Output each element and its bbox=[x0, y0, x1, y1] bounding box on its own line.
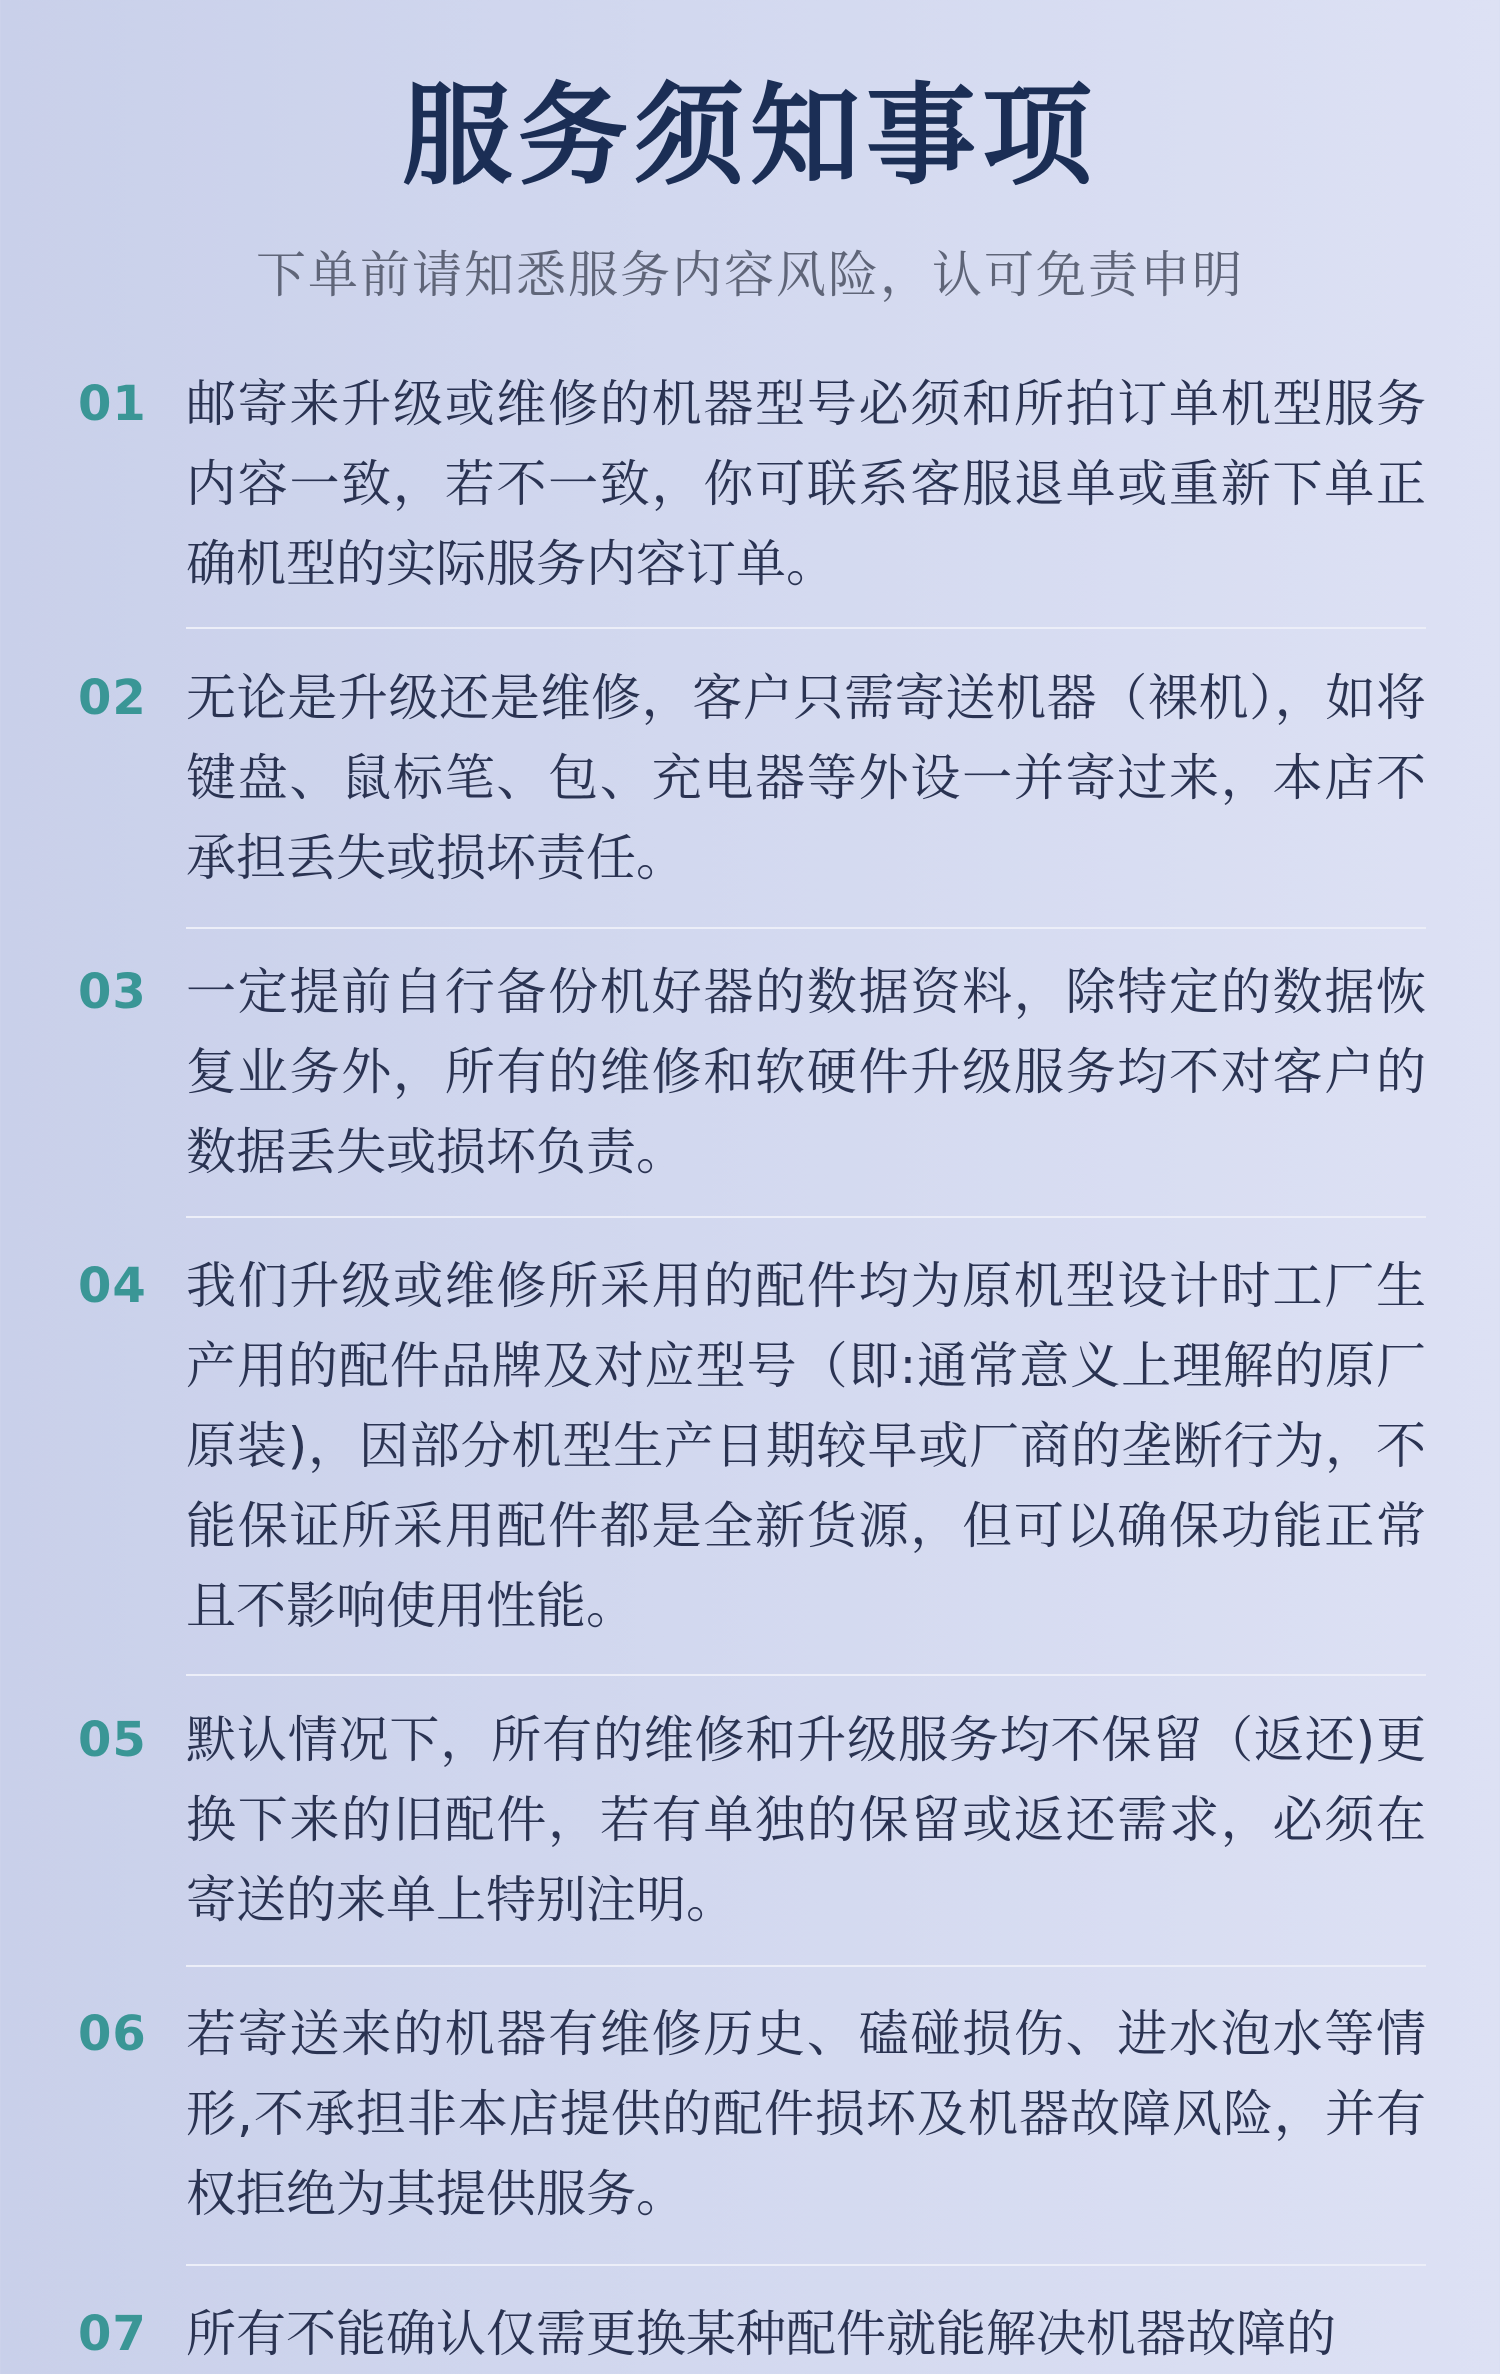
item-number: 05 bbox=[78, 1712, 147, 1768]
item-text: 无论是升级还是维修，客户只需寄送机器（裸机），如将键盘、鼠标笔、包、充电器等外设一并寄过来，本店不承担丢失或损坏责任。 bbox=[186, 669, 1426, 887]
divider bbox=[186, 1216, 1426, 1218]
item-text: 若寄送来的机器有维修历史、磕碰损伤、进水泡水等情形,不承担非本店提供的配件损坏及机器故障风险，并有权拒绝为其提供服务。 bbox=[186, 2005, 1426, 2223]
divider bbox=[186, 627, 1426, 629]
page-title: 服务须知事项 bbox=[402, 72, 1098, 200]
item-number: 04 bbox=[78, 1258, 147, 1314]
divider bbox=[186, 1674, 1426, 1676]
divider bbox=[186, 2264, 1426, 2266]
item-number: 07 bbox=[78, 2306, 147, 2362]
item-text: 一定提前自行备份机好器的数据资料，除特定的数据恢复业务外，所有的维修和软硬件升级服务均不对客户的数据丢失或损坏负责。 bbox=[186, 963, 1426, 1181]
item-number: 06 bbox=[78, 2006, 147, 2062]
item-number: 01 bbox=[78, 376, 147, 432]
item-text: 默认情况下，所有的维修和升级服务均不保留（返还)更换下来的旧配件，若有单独的保留或返还需求，必须在寄送的来单上特别注明。 bbox=[186, 1711, 1426, 1929]
item-text: 所有不能确认仅需更换某种配件就能解决机器故障的 bbox=[186, 2305, 1336, 2363]
item-number: 03 bbox=[78, 964, 147, 1020]
divider bbox=[186, 1965, 1426, 1967]
item-text: 邮寄来升级或维修的机器型号必须和所拍订单机型服务内容一致，若不一致，你可联系客服退单或重新下单正确机型的实际服务内容订单。 bbox=[186, 375, 1426, 593]
divider bbox=[186, 927, 1426, 929]
item-number: 02 bbox=[78, 670, 147, 726]
item-text: 我们升级或维修所采用的配件均为原机型设计时工厂生产用的配件品牌及对应型号（即:通常意义上理解的原厂原装)，因部分机型生产日期较早或厂商的垄断行为，不能保证所采用配件都是全新货源，但可以确保功能正常且不影响使用性能。 bbox=[186, 1257, 1426, 1635]
page-subtitle: 下单前请知悉服务内容风险，认可免责申明 bbox=[256, 246, 1244, 304]
